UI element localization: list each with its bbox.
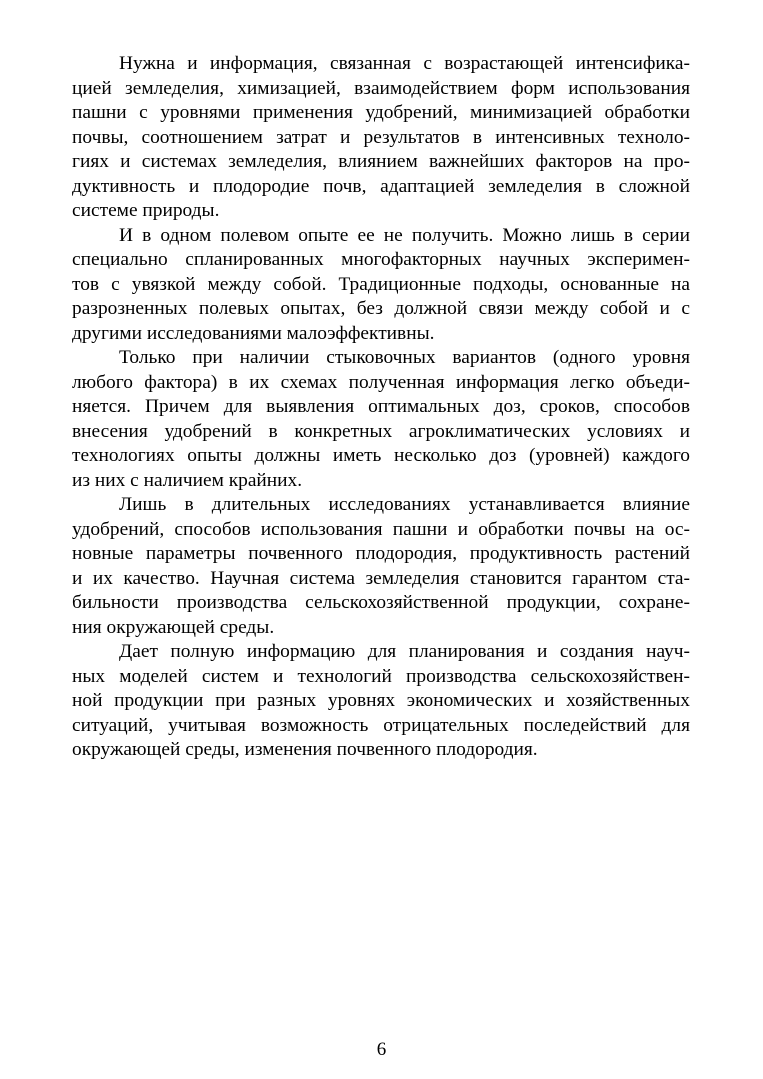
text-line: ситуаций, учитывая возможность отрицательных последействий для xyxy=(72,714,690,736)
text-line: Нужна и информация, связанная с возрастающей интенсифика- xyxy=(119,53,690,74)
text-line: технологиях опыты должны иметь несколько доз (уровней) каждого xyxy=(72,445,690,466)
text-line: няется. Причем для выявления оптимальных доз, сроков, способов xyxy=(72,396,690,417)
text-line: специально спланированных многофакторных научных эксперимен- xyxy=(72,249,690,270)
paragraph-4 xyxy=(72,493,690,640)
text-line: внесения удобрений в конкретных агроклиматических условиях и xyxy=(72,420,690,442)
text-line: цией земледелия, химизацией, взаимодействием форм использования xyxy=(72,77,690,99)
text-line: дуктивность и плодородие почв, адаптацией земледелия в сложной xyxy=(72,175,690,197)
text-line: почвы, соотношением затрат и результатов в интенсивных техноло- xyxy=(72,126,690,148)
text-line: ных моделей систем и технологий производства сельскохозяйствен- xyxy=(72,665,690,687)
paragraph-1 xyxy=(72,52,690,224)
paragraph-5 xyxy=(72,640,690,763)
text-line: пашни с уровнями применения удобрений, минимизацией обработки xyxy=(72,102,690,123)
text-line: ной продукции при разных уровнях экономических и хозяйственных xyxy=(72,690,690,711)
text-line: окружающей среды, изменения почвенного плодородия. xyxy=(72,739,538,760)
paragraph-2 xyxy=(72,224,690,347)
text-line: и их качество. Научная система земледелия становится гарантом ста- xyxy=(72,567,690,589)
paragraph-3 xyxy=(72,346,690,493)
page-number: 6 xyxy=(376,1039,387,1060)
text-line: из них с наличием крайних. xyxy=(72,469,303,491)
text-line: другими исследованиями малоэффективны. xyxy=(72,322,435,344)
text-line: Дает полную информацию для планирования и создания науч- xyxy=(119,641,690,662)
text-line: любого фактора) в их схемах полученная информация легко объеди- xyxy=(72,371,690,393)
text-line: тов с увязкой между собой. Традиционные подходы, основанные на xyxy=(72,273,690,295)
text-line: Лишь в длительных исследованиях устанавливается влияние xyxy=(119,494,690,515)
text-line: бильности производства сельскохозяйственной продукции, сохране- xyxy=(72,592,690,613)
text-line: удобрений, способов использования пашни и обработки почвы на ос- xyxy=(72,518,690,540)
text-line: гиях и системах земледелия, влиянием важнейших факторов на про- xyxy=(72,151,690,172)
text-line: системе природы. xyxy=(72,200,220,221)
text-line: ния окружающей среды. xyxy=(72,616,275,638)
text-line: новные параметры почвенного плодородия, продуктивность растений xyxy=(72,543,690,564)
text-line: Только при наличии стыковочных вариантов (одного уровня xyxy=(119,347,690,368)
document-body xyxy=(72,52,690,763)
text-line: И в одном полевом опыте ее не получить. Можно лишь в серии xyxy=(119,224,690,246)
text-line: разрозненных полевых опытах, без должной связи между собой и с xyxy=(72,298,690,319)
